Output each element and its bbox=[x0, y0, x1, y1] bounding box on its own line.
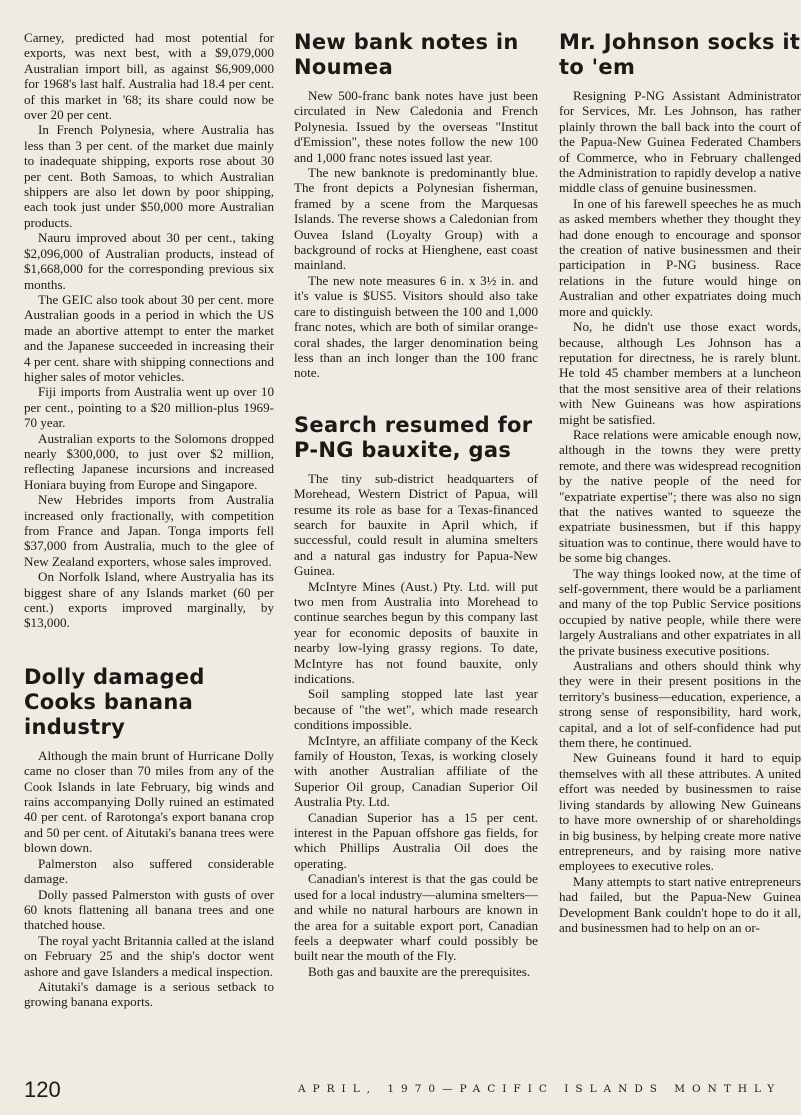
paragraph: Soil sampling stopped late last year because of "the wet", which made research conditions impossible. bbox=[294, 686, 538, 733]
paragraph: In French Polynesia, where Australia has less than 3 per cent. of the market due mainly to inadequate shipping, exports rose about 30 per cent. Both Samoas, to which Australian shippers are also let down by poor shipping, each took just under $50,000 more Australian products. bbox=[24, 122, 274, 230]
paragraph: Dolly passed Palmerston with gusts of over 60 knots flattening all banana trees and one thatched house. bbox=[24, 886, 274, 933]
paragraph: New Guineans found it hard to equip themselves with all these attributes. A united effort was needed by businessmen to raise living standards by allowing New Guineans to have more ownership of or shareholdings in big business, by helping create more native entrepreneurs, and by raising more native employees to executive roles. bbox=[559, 750, 801, 874]
paragraph: Although the main brunt of Hurricane Dolly came no closer than 70 miles from any of the Cook Islands in late February, big winds and rains accompanying Dolly ruined an estimated 40 per cent. of Rarotonga's export banana crop and 50 per cent. of Aitutaki's banana trees were blown down. bbox=[24, 747, 274, 856]
paragraph: New Hebrides imports from Australia increased only fractionally, with competition from France and Japan. Tonga imports fell $37,000 from Australia, much to the glee of New Zealand exporters, whose sales improved. bbox=[24, 492, 274, 569]
paragraph: Australian exports to the Solomons dropped nearly $300,000, to just over $2 million, reflecting Japanese incursions and increased Honiara buying from Europe and Singapore. bbox=[24, 430, 274, 492]
paragraph: Resigning P-NG Assistant Administrator for Services, Mr. Les Johnson, has rather plainly thrown the ball back into the court of the Papua-New Guinea Federated Chambers of Commerce, who in February challenged the Administration to rapidly develop a native middle class of genuine businessmen. bbox=[559, 88, 801, 196]
page-footer bbox=[0, 1077, 801, 1115]
running-footer: APRIL, 1970—PACIFIC ISLANDS MONTHLY bbox=[298, 1083, 782, 1095]
paragraph: Many attempts to start native entrepreneurs had failed, but the Papua-New Guinea Development Bank couldn't hope to do it all, and businessmen had to help on an or- bbox=[559, 873, 801, 935]
paragraph: Both gas and bauxite are the prerequisites. bbox=[308, 963, 531, 979]
article-heading: Search resumed for P-NG bauxite, gas bbox=[294, 412, 533, 462]
paragraph: Carney, predicted had most potential for exports, was next best, with a $9,079,000 Australian import bill, as against $6,909,000 for 1968's last half. Australia had 18.4 per cent. of this market in '68; its share could now be over 20 per cent. bbox=[24, 30, 274, 123]
page-number: 120 bbox=[24, 1077, 61, 1102]
paragraph: The new banknote is predominantly blue. The front depicts a Polynesian fisherman, framed by a scene from the Marquesas Islands. The reverse shows a Caledonian from Ouvea Island (Loyalty Group) with a background of rocks at Hienghene, east coast mainland. bbox=[294, 165, 538, 273]
paragraph: Aitutaki's damage is a serious setback to growing banana exports. bbox=[24, 978, 274, 1010]
article-heading: New bank notes in Noumea bbox=[294, 30, 519, 79]
paragraph: The GEIC also took about 30 per cent. more Australian goods in a period in which the US made an abortive attempt to enter the market and the Japanese succeeded in increasing their 4 per cent. share with shipping connections and higher sales of motor vehicles. bbox=[24, 291, 274, 384]
paragraph: McIntyre Mines (Aust.) Pty. Ltd. will put two men from Australia into Morehead to continue searches begun by this company last year for economic deposits of bauxite in nearby low-lying grassy regions. To date, McIntyre has not found bauxite, only indications. bbox=[294, 578, 538, 686]
paragraph: The tiny sub-district headquarters of Morehead, Western District of Papua, will resume its role as base for a Texas-financed search for bauxite in April which, if successful, could result in alumina smelters and a natural gas industry for Papua-New Guinea. bbox=[294, 470, 538, 579]
paragraph: The royal yacht Britannia called at the island on February 25 and the ship's doctor went ashore and gave Islanders a medical inspection. bbox=[24, 932, 274, 979]
paragraph: No, he didn't use those exact words, because, although Les Johnson has a reputation for directness, he is rarely blunt. He told 45 chamber members at a luncheon that the most sensitive area of their relations with New Guineans was how aspirations might be satisfied. bbox=[559, 319, 801, 427]
paragraph: McIntyre, an affiliate company of the Keck family of Houston, Texas, is working closely with another Australian affiliate of the Superior Oil group, Canadian Superior Oil Australia Pty. Ltd. bbox=[294, 732, 538, 810]
paragraph: Australians and others should think why they were in their present positions in the territory's business—education, experience, a strong sense of responsibility, hard work, capital, and a lot of self-confidence had put them there, he continued. bbox=[559, 658, 801, 751]
paragraph: In one of his farewell speeches he as much as asked members whether they thought they had done enough to encourage and sponsor the creation of native businessmen and their participation in P-NG business. Race relations in the future would hinge on Australian and other expatriates doing much more and quickly. bbox=[559, 195, 801, 319]
paragraph: Canadian's interest is that the gas could be used for a local industry—alumina smelters—and while no natural harbours are known in the area for a suitable export port, Canadian feels a deepwater wharf could possibly be built near the mouth of the Fly. bbox=[294, 871, 538, 964]
paragraph: The new note measures 6 in. x 3½ in. and it's value is $US5. Visitors should also take care to distinguish between the 100 and 1,000 franc notes, which are both of similar orange-coral shades, the larger denomination being less than an inch longer than the 100 franc note. bbox=[294, 272, 538, 381]
column-2 bbox=[294, 30, 538, 979]
paragraph: On Norfolk Island, where Austryalia has its biggest share of any Islands market (60 per cent.) exports improved marginally, by $13,000. bbox=[24, 569, 274, 631]
paragraph: Palmerston also suffered considerable damage. bbox=[24, 855, 274, 887]
paragraph: The way things looked now, at the time of self-government, there would be a parliament and many of the top Public Service positions occupied by native people, while there were largely Australians and other expatriates in all the private business executive positions. bbox=[559, 565, 801, 658]
column-1 bbox=[24, 30, 274, 1010]
article-heading: Dolly damaged Cooks banana industry bbox=[24, 664, 205, 739]
paragraph: New 500-franc bank notes have just been circulated in New Caledonia and French Polynesia. Issued by the overseas "Institut d'Emission", these notes follow the new 100 and 1,000 franc notes issued last year. bbox=[294, 88, 538, 165]
paragraph: Canadian Superior has a 15 per cent. interest in the Papuan offshore gas fields, for which Phillips Australia Oil does the operating. bbox=[294, 809, 538, 871]
article-heading: Mr. Johnson socks it to 'em bbox=[559, 30, 801, 79]
paragraph: Race relations were amicable enough now, although in the towns they were pretty remote, and there was widespread recognition by the native people of the need for "expatriate expertise"; there was also no sign that the natives wanted to squeeze the expatriate businessmen, but if this happy situation was to continue, there would have to be some big changes. bbox=[559, 426, 801, 566]
column-3 bbox=[559, 30, 801, 935]
paragraph: Fiji imports from Australia went up over 10 per cent., pointing to a $20 million-plus 1969-70 year. bbox=[24, 384, 274, 431]
paragraph: Nauru improved about 30 per cent., taking $2,096,000 of Australian products, instead of $1,668,000 for the corresponding previous six months. bbox=[24, 230, 274, 292]
